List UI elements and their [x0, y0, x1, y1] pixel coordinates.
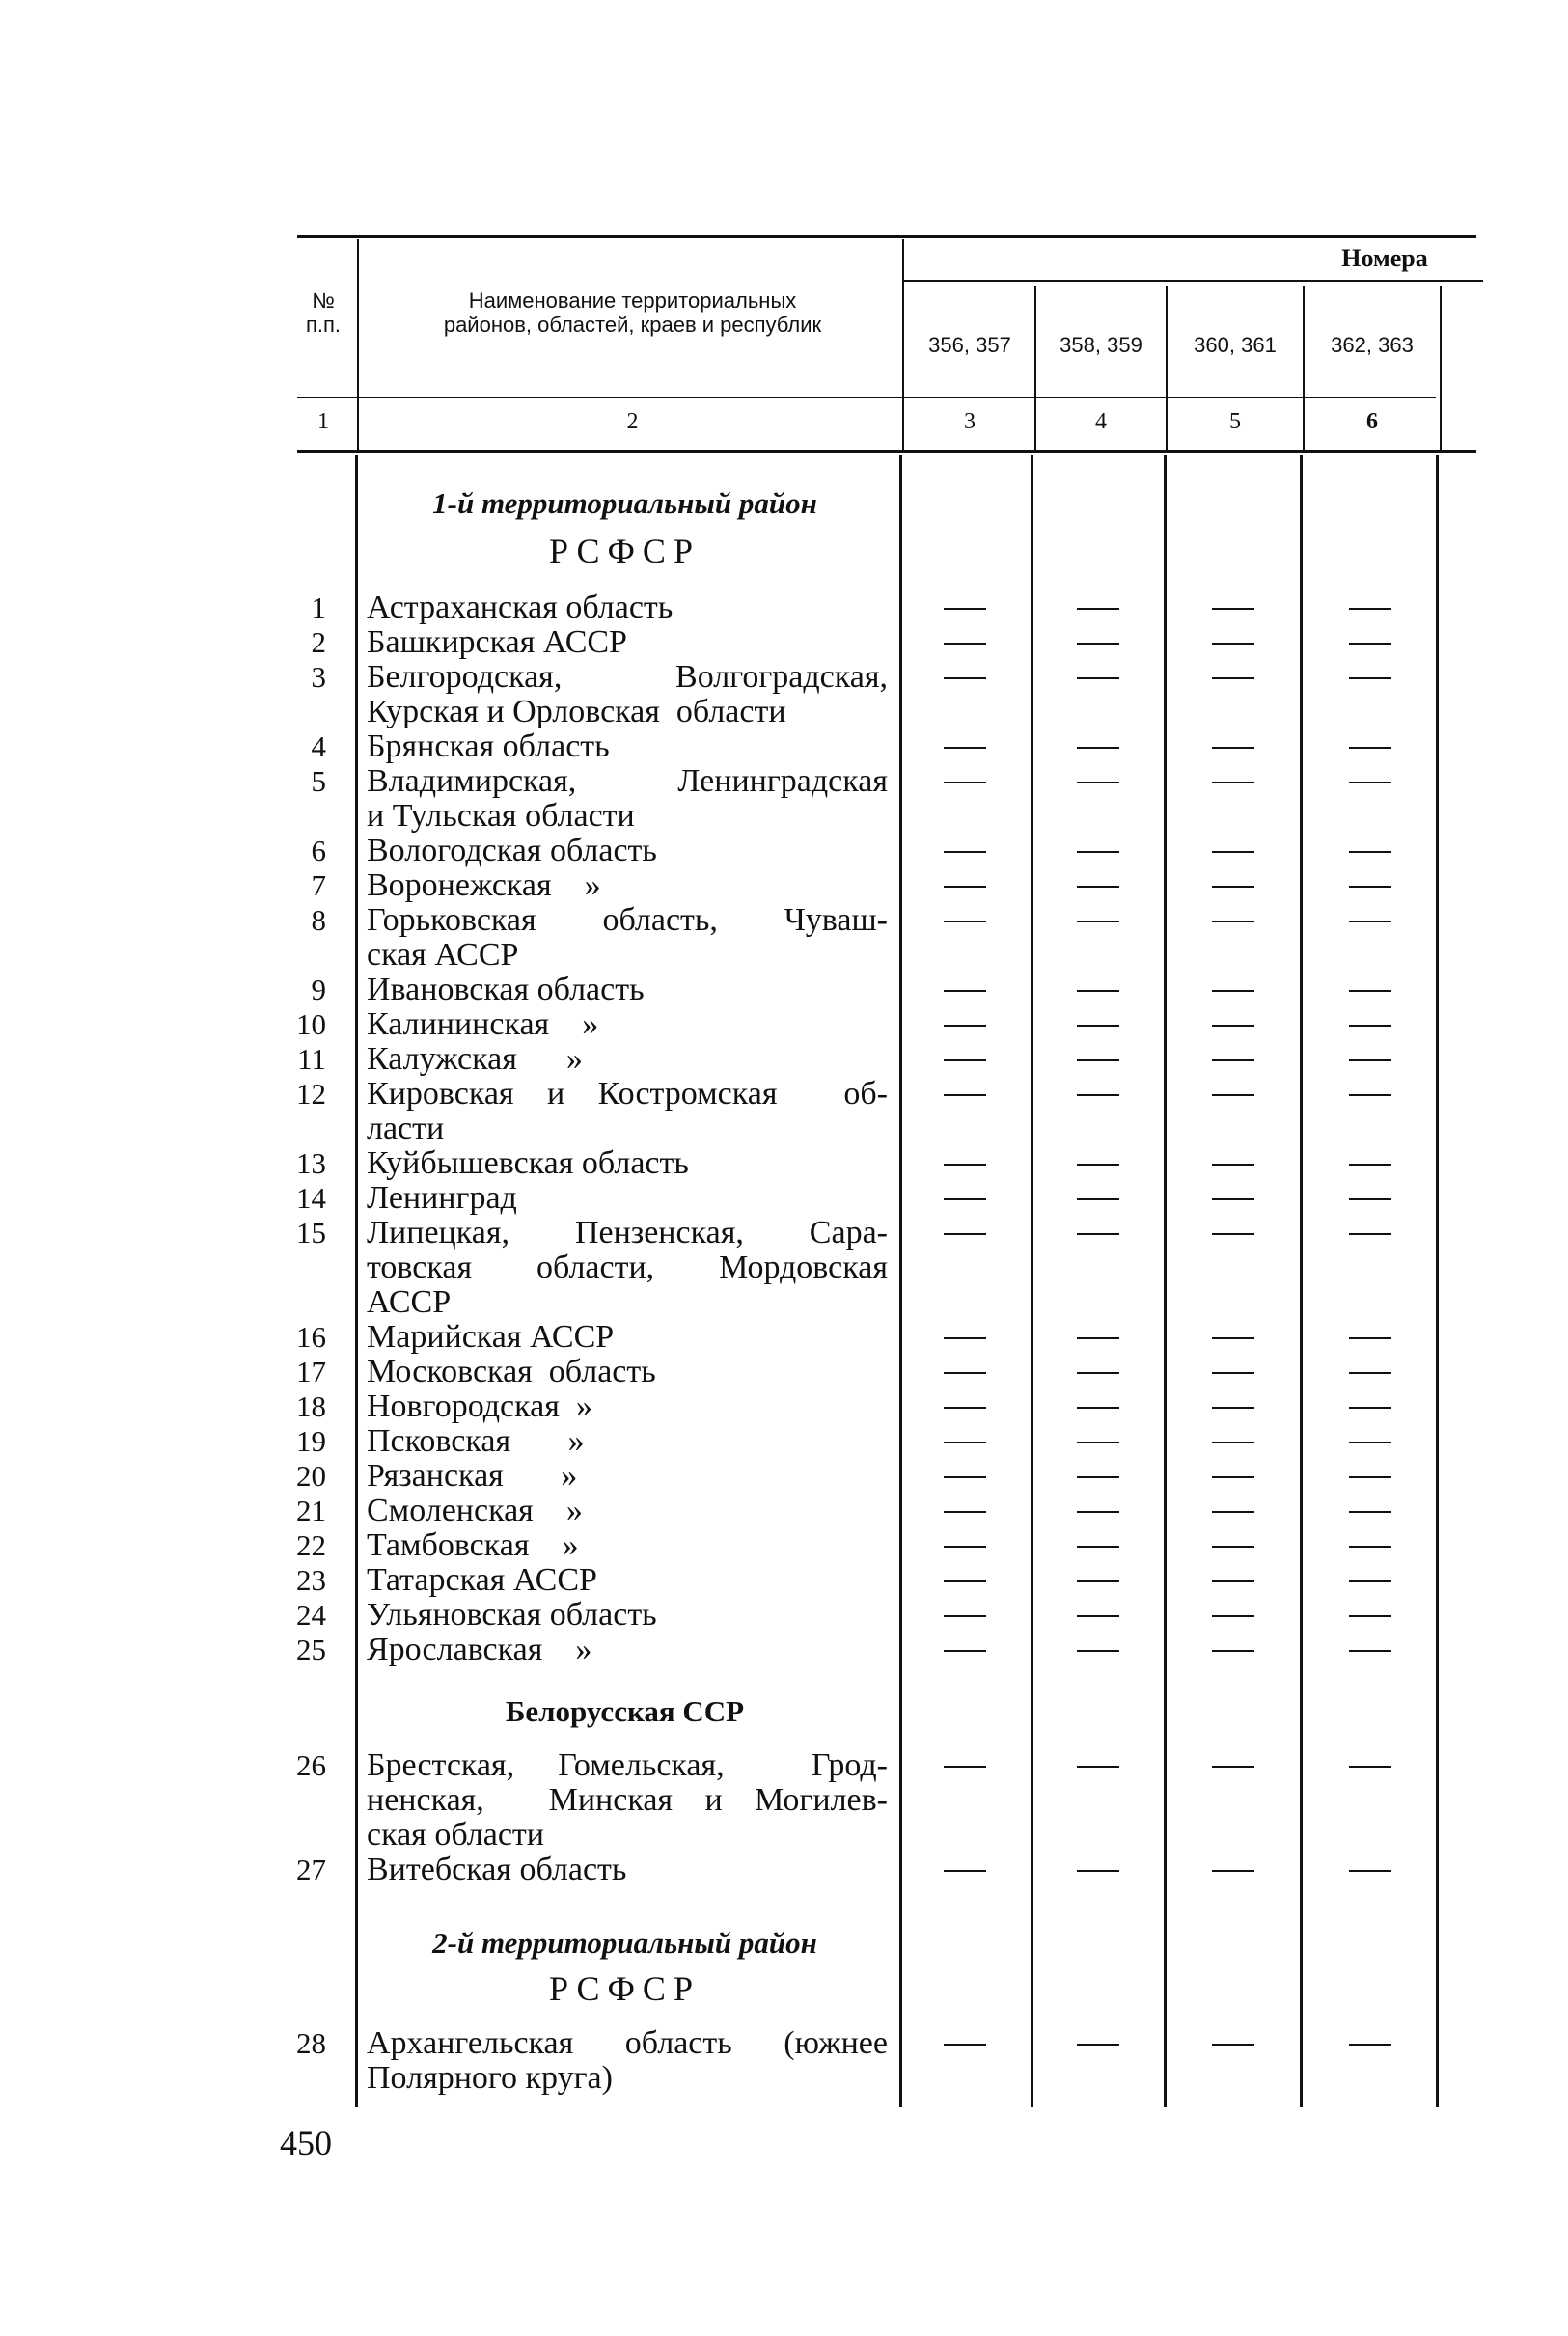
row-cell-dash [944, 1164, 986, 1166]
row-number: 3 [311, 660, 326, 694]
row-cell-dash [944, 921, 986, 922]
header-idx-5: 5 [1229, 409, 1241, 434]
row-number: 9 [311, 973, 326, 1006]
row-cell-dash [944, 1059, 986, 1061]
section-title-1: 1-й территориальный район [432, 486, 817, 520]
header-idx-6: 6 [1366, 409, 1378, 434]
row-name-line: Астраханская область [367, 590, 674, 625]
row-name-line: Воронежская » [367, 867, 601, 903]
row-name-line: Архангельская область (южнее [367, 2025, 888, 2061]
row-cell-dash [1212, 1025, 1254, 1027]
row-cell-dash [1349, 990, 1391, 992]
row-number: 17 [296, 1355, 326, 1388]
row-cell-dash [1212, 747, 1254, 749]
section-title-2: Белорусская ССР [505, 1694, 745, 1728]
header-col1-line1: № [312, 289, 335, 313]
row-cell-dash [944, 851, 986, 853]
row-name-line: Псковская » [367, 1423, 585, 1459]
row-cell-dash [1077, 677, 1119, 679]
row-cell-dash [1212, 1511, 1254, 1513]
row-name-line: Тамбовская » [367, 1527, 579, 1563]
row-cell-dash [1077, 990, 1119, 992]
row-cell-dash [1077, 1233, 1119, 1235]
section-subtitle-3: РСФСР [549, 1969, 701, 2008]
row-cell-dash [1077, 747, 1119, 749]
row-cell-dash [1349, 1407, 1391, 1409]
row-cell-dash [1349, 1615, 1391, 1617]
row-name-line: Владимирская, Ленинградская [367, 763, 888, 799]
header-vline-1 [357, 239, 359, 450]
row-number: 21 [296, 1494, 326, 1527]
row-name-line: Горьковская область, Чуваш- [367, 902, 888, 938]
row-number: 2 [311, 625, 326, 659]
row-name-line: Липецкая, Пензенская, Сара- [367, 1215, 888, 1250]
row-number: 22 [296, 1528, 326, 1562]
row-name-line: Новгородская » [367, 1388, 592, 1424]
row-cell-dash [1212, 1094, 1254, 1096]
row-cell-dash [1077, 1476, 1119, 1478]
row-name-line: ская АССР [367, 937, 519, 973]
row-name-line: Ленинград [367, 1180, 517, 1216]
header-idx-4: 4 [1095, 409, 1107, 434]
row-cell-dash [944, 1025, 986, 1027]
row-cell-dash [944, 782, 986, 783]
row-cell-dash [1349, 677, 1391, 679]
body-vline-4 [1164, 455, 1167, 2107]
row-cell-dash [1349, 1372, 1391, 1374]
body-vline-3 [1031, 455, 1033, 2107]
row-cell-dash [944, 1442, 986, 1443]
row-cell-dash [1077, 1511, 1119, 1513]
row-cell-dash [1349, 1766, 1391, 1768]
header-col2-line2: районов, областей, краев и республик [443, 313, 822, 337]
row-name-line: Белгородская, Волгоградская, [367, 659, 888, 695]
row-cell-dash [944, 608, 986, 610]
row-cell-dash [944, 643, 986, 645]
section-subtitle-1: РСФСР [549, 532, 701, 570]
row-cell-dash [944, 2044, 986, 2046]
row-cell-dash [1212, 886, 1254, 888]
row-number: 11 [297, 1042, 326, 1076]
row-cell-dash [1077, 1198, 1119, 1200]
row-name-line: Вологодская область [367, 833, 657, 868]
header-idx-1: 1 [317, 409, 329, 434]
row-name-line: Брянская область [367, 728, 610, 764]
row-cell-dash [1077, 1164, 1119, 1166]
row-cell-dash [1349, 1198, 1391, 1200]
row-cell-dash [1077, 1337, 1119, 1339]
header-group-title: Номера [1341, 244, 1428, 272]
header-col6: 362, 363 [1331, 333, 1414, 357]
row-cell-dash [1349, 1059, 1391, 1061]
header-col2-line1: Наименование территориальных [468, 289, 797, 313]
row-name-line: Ивановская область [367, 972, 645, 1007]
row-cell-dash [1349, 1870, 1391, 1872]
body-vline-5 [1300, 455, 1303, 2107]
row-cell-dash [944, 1615, 986, 1617]
row-name-line: Полярного круга) [367, 2060, 613, 2096]
row-number: 24 [296, 1598, 326, 1632]
row-cell-dash [1349, 1442, 1391, 1443]
body-vline-6 [1436, 455, 1439, 2107]
row-cell-dash [1077, 1094, 1119, 1096]
row-cell-dash [1077, 921, 1119, 922]
row-name-line: Смоленская » [367, 1493, 583, 1528]
row-cell-dash [1212, 1164, 1254, 1166]
row-cell-dash [1349, 1025, 1391, 1027]
row-cell-dash [1349, 1546, 1391, 1548]
row-name-line: ненская, Минская и Могилев- [367, 1782, 888, 1818]
row-cell-dash [1349, 782, 1391, 783]
body-vline-2 [899, 455, 902, 2107]
row-cell-dash [1349, 1650, 1391, 1652]
row-cell-dash [1212, 990, 1254, 992]
row-number: 28 [296, 2026, 326, 2060]
row-name-line: Калининская » [367, 1006, 599, 1042]
header-mid-rule [297, 397, 1436, 398]
row-cell-dash [1349, 747, 1391, 749]
row-cell-dash [1212, 1546, 1254, 1548]
row-cell-dash [1349, 851, 1391, 853]
row-number: 7 [311, 868, 326, 902]
row-cell-dash [1349, 2044, 1391, 2046]
row-name-line: Куйбышевская область [367, 1145, 689, 1181]
row-cell-dash [1212, 1476, 1254, 1478]
row-name-line: Ярославская » [367, 1632, 592, 1667]
row-cell-dash [1349, 1476, 1391, 1478]
row-cell-dash [944, 1546, 986, 1548]
row-name-line: и Тульская области [367, 798, 635, 834]
row-cell-dash [1077, 1580, 1119, 1582]
row-cell-dash [1212, 1650, 1254, 1652]
row-cell-dash [1077, 851, 1119, 853]
row-cell-dash [1212, 921, 1254, 922]
row-name-line: ская области [367, 1817, 544, 1853]
row-cell-dash [1077, 1025, 1119, 1027]
row-cell-dash [944, 1511, 986, 1513]
row-name-line: Рязанская » [367, 1458, 578, 1494]
row-cell-dash [1212, 643, 1254, 645]
row-cell-dash [1349, 1164, 1391, 1166]
header-vline-6 [1440, 286, 1442, 450]
row-cell-dash [944, 1233, 986, 1235]
row-cell-dash [1077, 1372, 1119, 1374]
header-idx-2: 2 [626, 409, 639, 434]
row-cell-dash [1077, 1059, 1119, 1061]
row-number: 15 [296, 1216, 326, 1250]
row-cell-dash [1077, 1407, 1119, 1409]
row-name-line: Башкирская АССР [367, 624, 627, 660]
row-cell-dash [944, 1337, 986, 1339]
row-cell-dash [1077, 1870, 1119, 1872]
section-title-3: 2-й территориальный район [432, 1926, 817, 1960]
row-number: 27 [296, 1853, 326, 1886]
row-cell-dash [1077, 1546, 1119, 1548]
row-number: 6 [311, 834, 326, 867]
row-number: 13 [296, 1146, 326, 1180]
row-cell-dash [1077, 886, 1119, 888]
row-cell-dash [944, 1407, 986, 1409]
row-number: 25 [296, 1633, 326, 1666]
row-name-line: Витебская область [367, 1852, 627, 1887]
row-name-line: Московская область [367, 1354, 656, 1389]
body-vline-1 [355, 455, 358, 2107]
row-cell-dash [1077, 2044, 1119, 2046]
row-number: 16 [296, 1320, 326, 1354]
row-number: 20 [296, 1459, 326, 1493]
row-cell-dash [1212, 1337, 1254, 1339]
row-cell-dash [1212, 1580, 1254, 1582]
row-cell-dash [1077, 608, 1119, 610]
row-cell-dash [1212, 782, 1254, 783]
row-cell-dash [1212, 1059, 1254, 1061]
row-cell-dash [944, 677, 986, 679]
header-col1-line2: п.п. [305, 313, 342, 337]
header-col3: 356, 357 [928, 333, 1011, 357]
header-vline-2 [902, 239, 904, 450]
row-name-line: товская области, Мордовская [367, 1250, 888, 1285]
row-cell-dash [1077, 1615, 1119, 1617]
row-cell-dash [1349, 608, 1391, 610]
row-number: 10 [296, 1007, 326, 1041]
row-cell-dash [944, 1580, 986, 1582]
header-top-rule [297, 235, 1476, 238]
row-number: 1 [311, 591, 326, 624]
row-cell-dash [944, 1198, 986, 1200]
row-cell-dash [1349, 1233, 1391, 1235]
row-number: 26 [296, 1748, 326, 1782]
row-cell-dash [1212, 1766, 1254, 1768]
page-number: 450 [280, 2124, 332, 2162]
row-cell-dash [1212, 2044, 1254, 2046]
row-cell-dash [1077, 782, 1119, 783]
row-cell-dash [944, 1870, 986, 1872]
row-number: 14 [296, 1181, 326, 1215]
row-name-line: Брестская, Гомельская, Грод- [367, 1747, 888, 1783]
row-cell-dash [944, 1372, 986, 1374]
row-cell-dash [1212, 1198, 1254, 1200]
row-number: 8 [311, 903, 326, 937]
row-name-line: АССР [367, 1284, 452, 1320]
row-cell-dash [944, 747, 986, 749]
row-cell-dash [1212, 677, 1254, 679]
row-name-line: ласти [367, 1111, 445, 1146]
row-cell-dash [1349, 1580, 1391, 1582]
row-number: 23 [296, 1563, 326, 1597]
row-cell-dash [1212, 1615, 1254, 1617]
row-name-line: Ульяновская область [367, 1597, 657, 1633]
row-number: 4 [311, 729, 326, 763]
row-cell-dash [1349, 1337, 1391, 1339]
row-name-line: Марийская АССР [367, 1319, 615, 1355]
row-cell-dash [1349, 921, 1391, 922]
row-number: 12 [296, 1077, 326, 1111]
row-cell-dash [1077, 1442, 1119, 1443]
row-cell-dash [1077, 1650, 1119, 1652]
row-cell-dash [1212, 1372, 1254, 1374]
row-cell-dash [1212, 851, 1254, 853]
row-cell-dash [944, 1476, 986, 1478]
row-number: 5 [311, 764, 326, 798]
row-cell-dash [1077, 1766, 1119, 1768]
row-cell-dash [1349, 1511, 1391, 1513]
row-cell-dash [1212, 1870, 1254, 1872]
header-bottom-rule [297, 450, 1476, 453]
row-name-line: Татарская АССР [367, 1562, 597, 1598]
group-rule [902, 280, 1483, 282]
row-cell-dash [944, 1766, 986, 1768]
row-cell-dash [1212, 608, 1254, 610]
header-idx-3: 3 [964, 409, 976, 434]
header-col5: 360, 361 [1194, 333, 1277, 357]
row-number: 19 [296, 1424, 326, 1458]
row-cell-dash [1212, 1233, 1254, 1235]
row-cell-dash [944, 1094, 986, 1096]
row-cell-dash [1349, 643, 1391, 645]
row-cell-dash [1349, 886, 1391, 888]
row-name-line: Калужская » [367, 1041, 583, 1077]
row-number: 18 [296, 1389, 326, 1423]
row-cell-dash [1349, 1094, 1391, 1096]
row-name-line: Курская и Орловская области [367, 694, 786, 729]
row-cell-dash [1212, 1442, 1254, 1443]
row-cell-dash [1212, 1407, 1254, 1409]
row-cell-dash [944, 1650, 986, 1652]
header-col4: 358, 359 [1059, 333, 1142, 357]
row-cell-dash [944, 886, 986, 888]
row-name-line: Кировская и Костромская об- [367, 1076, 888, 1112]
row-cell-dash [944, 990, 986, 992]
row-cell-dash [1077, 643, 1119, 645]
